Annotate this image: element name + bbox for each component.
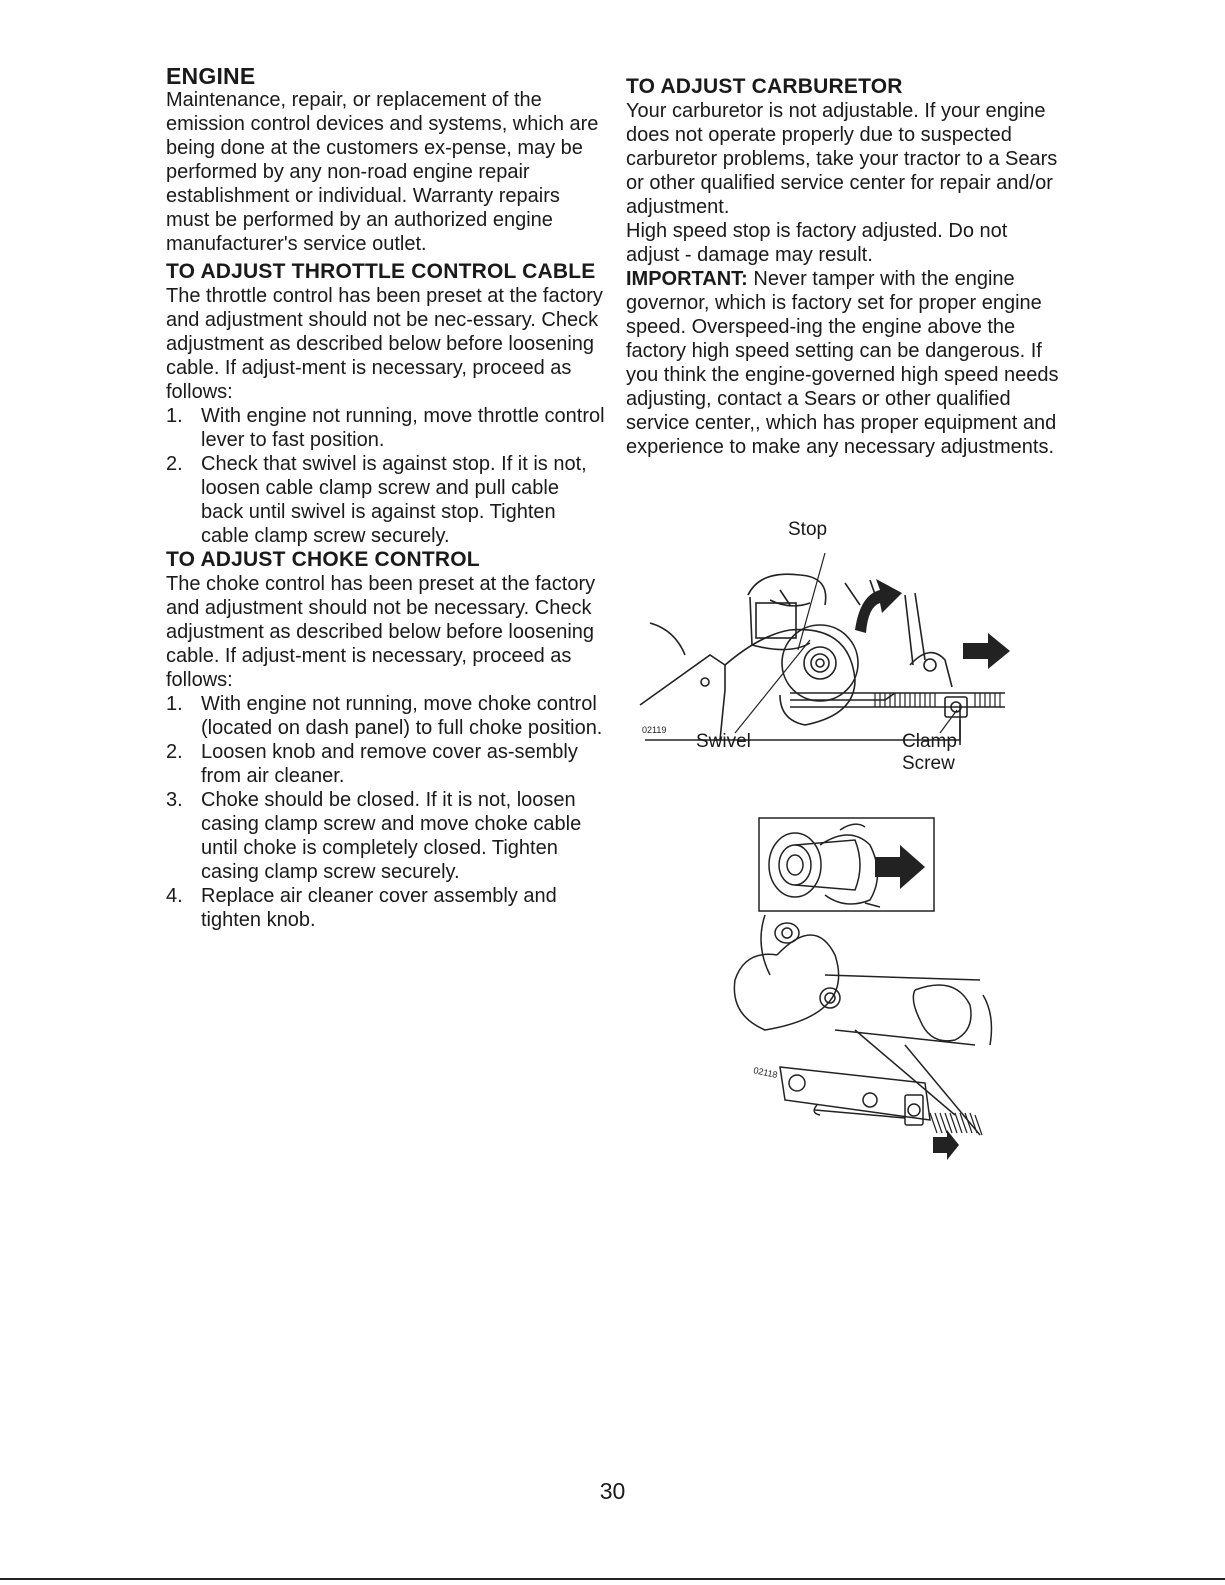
important-note <box>626 267 1066 459</box>
right-arrow-icon <box>963 633 1010 669</box>
step-text: With engine not running, move throttle control lever to fast position. <box>201 405 605 451</box>
choke-steps <box>166 692 606 932</box>
step-number: 4. <box>166 885 183 907</box>
carburetor-section <box>626 75 1066 459</box>
right-column <box>626 75 1066 459</box>
throttle-section <box>166 260 606 548</box>
step-text: Check that swivel is against stop. If it is not, loosen cable clamp screw and pull cable back until swivel is against stop. Tighten cable clamp screw securely. <box>201 453 587 547</box>
figure-code: 02118 <box>752 1065 779 1081</box>
choke-heading: TO ADJUST CHOKE CONTROL <box>166 548 480 571</box>
pull-arrow-icon <box>875 845 925 889</box>
important-text: Never tamper with the engine governor, which is factory set for proper engine speed. Overspeed-ing the engine above the factory high speed setting can be dangerous. If you think the engine-governed high speed needs adjusting, contact a Sears or other qualified service center,, which has proper equipment and experience to make any necessary adjustments. <box>626 268 1059 458</box>
step-text: With engine not running, move choke control (located on dash panel) to full choke position. <box>201 693 603 739</box>
throttle-steps <box>166 404 606 548</box>
throttle-figure <box>630 515 1030 780</box>
carburetor-heading: TO ADJUST CARBURETOR <box>626 75 903 98</box>
engine-section <box>166 64 606 256</box>
list-item <box>166 740 606 788</box>
choke-figure <box>725 815 995 1160</box>
step-number: 2. <box>166 741 183 763</box>
step-number: 3. <box>166 789 183 811</box>
engine-heading: ENGINE <box>166 63 256 89</box>
step-text: Choke should be closed. If it is not, loosen casing clamp screw and move choke cable until choke is completely closed. Tighten casing clamp screw securely. <box>201 789 582 883</box>
screw-label: Screw <box>902 753 955 774</box>
engine-body: Maintenance, repair, or replacement of the emission control devices and systems, which are being done at the customers ex-pense, may be performed by any non-road engine repair establishment or individual. Warranty repairs must be performed by an authorized engine manufacturer's service outlet. <box>166 89 599 255</box>
list-item <box>166 692 606 740</box>
left-column <box>166 64 606 932</box>
list-item <box>166 404 606 452</box>
page-number: 30 <box>599 1478 626 1504</box>
throttle-linkage-illustration <box>630 515 1030 780</box>
figure-code: 02119 <box>642 725 667 735</box>
list-item <box>166 452 606 548</box>
choke-linkage-illustration <box>725 815 995 1160</box>
step-number: 1. <box>166 405 183 427</box>
important-label: IMPORTANT: <box>626 268 748 290</box>
stop-label: Stop <box>788 519 828 540</box>
list-item <box>166 884 606 932</box>
swivel-label: Swivel <box>696 731 751 752</box>
bottom-rule <box>0 1578 1225 1580</box>
rotate-arrow-icon <box>855 579 902 633</box>
throttle-heading: TO ADJUST THROTTLE CONTROL CABLE <box>166 260 596 283</box>
carburetor-body: Your carburetor is not adjustable. If your engine does not operate properly due to suspected carburetor problems, take your tractor to a Sears or other qualified service center for repair and/or adjustment. <box>626 100 1058 218</box>
step-number: 1. <box>166 693 183 715</box>
choke-body: The choke control has been preset at the factory and adjustment should not be necessary. Check adjustment as described below before loosening cable. If adjust-ment is necessary, proceed as follows: <box>166 573 596 691</box>
step-text: Loosen knob and remove cover as-sembly from air cleaner. <box>201 741 578 787</box>
clamp-label: Clamp <box>902 731 957 752</box>
choke-section <box>166 548 606 932</box>
step-text: Replace air cleaner cover assembly and tighten knob. <box>201 885 557 931</box>
step-number: 2. <box>166 453 183 475</box>
list-item <box>166 788 606 884</box>
throttle-body: The throttle control has been preset at the factory and adjustment should not be nec-essary. Check adjustment as described below before loosening cable. If adjust-ment is necessary, proceed as follows: <box>166 285 603 403</box>
high-speed-note: High speed stop is factory adjusted. Do not adjust - damage may result. <box>626 220 1008 266</box>
right-arrow-icon <box>933 1130 959 1160</box>
